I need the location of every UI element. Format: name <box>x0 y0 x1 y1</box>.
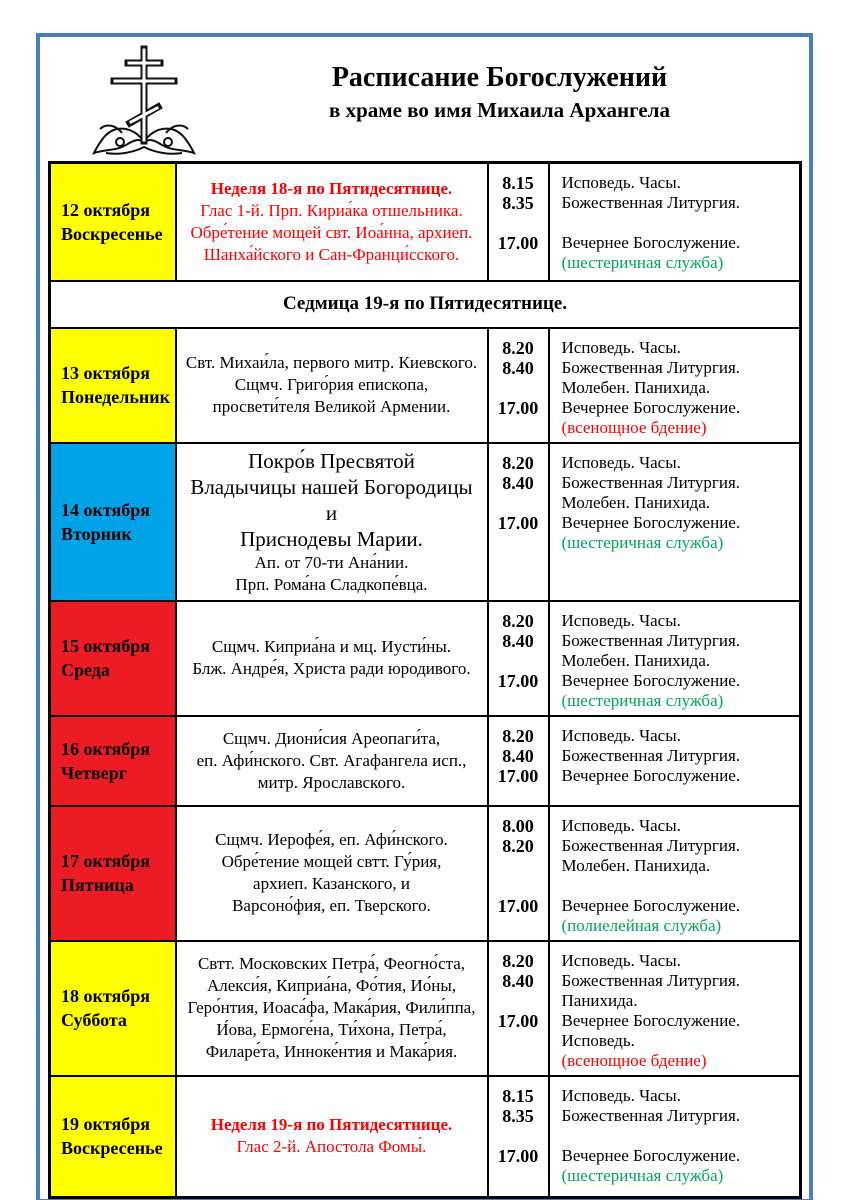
time-cell <box>488 443 549 601</box>
service-name: Молебен. Панихида. <box>561 650 711 670</box>
service-name: Божественная Литургия. <box>561 835 741 855</box>
date-text: 18 октября <box>61 986 150 1006</box>
service-time: 8.35 <box>502 1105 534 1126</box>
time-cell <box>488 716 549 806</box>
service-name: Исповедь. <box>561 1030 635 1050</box>
description-line: Обре́тение мощей свтт. Гу́рия, <box>221 852 442 871</box>
service-time <box>489 378 548 398</box>
service-time: 17.00 <box>497 233 539 253</box>
day-text: Воскресенье <box>61 1138 163 1159</box>
service-time: 8.40 <box>502 472 534 493</box>
date-text: 19 октября <box>61 1114 150 1135</box>
service-time: 8.15 <box>502 1085 534 1106</box>
service-name: Божественная Литургия. <box>561 193 741 212</box>
service-name: Исповедь. Часы. <box>561 1085 681 1105</box>
description-line: Свт. Михаи́ла, первого митр. Киевского. <box>185 353 478 372</box>
service-time: 17.00 <box>497 670 539 691</box>
description-line: Неделя 19-я по Пятидесятнице. <box>210 1115 453 1135</box>
description-cell <box>176 443 488 601</box>
description-line: Алекси́я, Киприа́на, Фо́тия, Ио́ны, <box>206 976 457 995</box>
table-row <box>50 941 801 1076</box>
services-cell <box>549 443 801 601</box>
week-banner-text: Седмица 19-я по Пятидесятнице. <box>50 281 801 328</box>
description-cell <box>176 328 488 443</box>
table-row <box>50 806 801 941</box>
time-cell <box>488 601 549 716</box>
service-time: 8.20 <box>502 725 534 746</box>
date-text: 17 октября <box>61 851 150 871</box>
service-name: Исповедь. Часы. <box>561 452 681 472</box>
service-time: 8.20 <box>502 835 534 856</box>
description-line: просвети́теля Великой Армении. <box>212 397 451 416</box>
service-time: 8.40 <box>502 630 534 651</box>
description-line: Владычицы нашей Богородицы и <box>190 474 473 525</box>
description-line: Покро́в Пресвятой <box>248 448 415 473</box>
service-name: Вечернее Богослужение. <box>561 1010 741 1030</box>
service-note: (шестеричная служба) <box>561 690 724 710</box>
table-row <box>50 163 801 281</box>
service-name: Молебен. Панихида. <box>561 492 711 512</box>
schedule-table <box>48 161 802 1199</box>
table-row <box>50 443 801 601</box>
service-time: 8.35 <box>502 193 534 213</box>
services-cell <box>549 328 801 443</box>
description-line: еп. Афи́нского. Свт. Агафангела исп., <box>196 750 467 770</box>
time-cell <box>488 806 549 941</box>
time-cell <box>488 941 549 1076</box>
service-note: (шестеричная служба) <box>561 1165 724 1185</box>
service-name: Вечернее Богослужение. <box>561 233 741 252</box>
date-cell <box>50 443 176 601</box>
blue-frame <box>36 33 813 1200</box>
service-time: 8.20 <box>502 610 534 631</box>
service-note: (полиелейная служба) <box>561 915 722 935</box>
description-cell <box>176 716 488 806</box>
service-name: Панихида. <box>561 990 638 1010</box>
table-row <box>50 1076 801 1198</box>
description-line: архиеп. Казанского, и <box>253 874 410 893</box>
description-line: митр. Ярославского. <box>257 772 406 792</box>
service-name: Молебен. Панихида. <box>561 855 711 875</box>
description-line: Сщмч. Диони́сия Ареопаги́та, <box>222 728 441 748</box>
service-time: 8.15 <box>502 173 534 193</box>
date-cell <box>50 716 176 806</box>
description-line: Глас 2-й. Апостола Фомы́. <box>236 1137 427 1157</box>
service-name: Молебен. Панихида. <box>561 377 711 397</box>
description-line: Глас 1-й. Прп. Кириа́ка отшельника. <box>200 200 463 220</box>
service-time <box>489 856 548 876</box>
description-line: Свтт. Московских Петра́, Феогно́ста, <box>197 954 466 973</box>
date-text: 14 октября <box>61 499 150 520</box>
service-name: Исповедь. Часы. <box>561 725 681 745</box>
service-time: 8.20 <box>502 950 534 971</box>
service-note: (всенощное бдение) <box>561 1050 707 1070</box>
description-line: Сщмч. Киприа́на и мц. Иусти́ны. <box>211 637 452 656</box>
description-line: Ап. от 70-ти Ана́нии. <box>254 552 409 572</box>
table-row <box>50 716 801 806</box>
service-time: 17.00 <box>497 1145 539 1166</box>
service-name: Божественная Литургия. <box>561 472 741 492</box>
service-time <box>489 651 548 671</box>
service-name: Вечернее Богослужение. <box>561 1145 741 1165</box>
date-text: 16 октября <box>61 738 150 759</box>
description-cell <box>176 1076 488 1198</box>
day-text: Вторник <box>61 523 132 544</box>
service-time: 8.00 <box>502 815 534 836</box>
service-name: Божественная Литургия. <box>561 745 741 765</box>
day-text: Четверг <box>61 762 127 783</box>
service-time: 17.00 <box>497 765 539 786</box>
services-cell <box>549 1076 801 1198</box>
service-name: Вечернее Богослужение. <box>561 765 741 785</box>
service-name: Исповедь. Часы. <box>561 610 681 630</box>
service-name: Исповедь. Часы. <box>561 815 681 835</box>
title-block <box>190 37 809 125</box>
date-text: 12 октября <box>61 199 150 220</box>
service-name: Божественная Литургия. <box>561 1105 741 1125</box>
day-text: Пятница <box>61 875 134 895</box>
description-line: Обре́тение мощей свт. Иоа́нна, архиеп. <box>190 222 473 242</box>
date-text: 13 октября <box>61 363 150 383</box>
service-time: 8.40 <box>502 357 534 378</box>
date-cell <box>50 601 176 716</box>
day-text: Воскресенье <box>61 223 163 244</box>
orthodox-cross-icon <box>86 41 202 163</box>
description-line: Блж. Андре́я, Христа ради юродивого. <box>192 659 471 678</box>
service-time <box>489 213 548 233</box>
week-banner-row <box>50 281 801 328</box>
service-time: 17.00 <box>497 397 539 418</box>
description-cell <box>176 163 488 281</box>
service-time <box>489 876 548 896</box>
description-line: Варсоно́фия, еп. Тверского. <box>232 896 431 915</box>
description-line: Филаре́та, Инноке́нтия и Мака́рия. <box>205 1042 458 1061</box>
time-cell <box>488 1076 549 1198</box>
table-row <box>50 328 801 443</box>
service-time: 8.20 <box>502 452 534 473</box>
service-name: Исповедь. Часы. <box>561 950 681 970</box>
service-time: 8.40 <box>502 970 534 991</box>
day-text: Суббота <box>61 1010 127 1030</box>
description-line: Шанха́йского и Сан-Франци́сского. <box>203 244 460 264</box>
services-cell <box>549 941 801 1076</box>
service-name <box>562 876 796 896</box>
services-cell <box>549 716 801 806</box>
service-time <box>489 1126 548 1146</box>
table-row <box>50 601 801 716</box>
description-line: И́ова, Ермоге́на, Ти́хона, Петра́, <box>216 1020 447 1039</box>
date-text: 15 октября <box>61 636 150 656</box>
service-name <box>562 213 796 233</box>
date-cell <box>50 806 176 941</box>
day-text: Среда <box>61 660 110 680</box>
description-line: Прп. Рома́на Сладкопе́вца. <box>235 574 428 594</box>
date-cell <box>50 163 176 281</box>
service-name: Исповедь. Часы. <box>561 337 681 357</box>
service-note: (шестеричная служба) <box>561 253 724 272</box>
service-name <box>562 1126 796 1146</box>
description-line: Неделя 18-я по Пятидесятнице. <box>210 178 453 198</box>
description-cell <box>176 806 488 941</box>
service-name: Божественная Литургия. <box>561 630 741 650</box>
page-title: Расписание Богослужений <box>331 62 668 93</box>
service-note: (шестеричная служба) <box>561 532 724 552</box>
description-line: Сщмч. Иерофе́я, еп. Афи́нского. <box>215 830 448 849</box>
service-name: Исповедь. Часы. <box>561 173 681 192</box>
service-name: Вечернее Богослужение. <box>561 670 741 690</box>
service-name: Вечернее Богослужение. <box>561 512 741 532</box>
services-cell <box>549 601 801 716</box>
service-name: Божественная Литургия. <box>561 970 741 990</box>
service-name: Вечернее Богослужение. <box>561 895 741 915</box>
description-line: Геро́нтия, Иоаса́фа, Мака́рия, Фили́ппа, <box>187 998 476 1017</box>
service-time <box>489 493 548 513</box>
service-time: 8.40 <box>502 745 534 766</box>
service-note: (всенощное бдение) <box>561 417 707 437</box>
page-subtitle: в храме во имя Михаила Архангела <box>329 98 670 122</box>
date-cell <box>50 1076 176 1198</box>
service-name: Божественная Литургия. <box>561 357 741 377</box>
description-cell <box>176 941 488 1076</box>
service-time: 17.00 <box>497 512 539 533</box>
header <box>40 37 809 161</box>
service-time: 8.20 <box>502 337 534 358</box>
service-time: 17.00 <box>497 895 539 916</box>
day-text: Понедельник <box>61 387 170 407</box>
description-line: Приснодевы Марии. <box>240 526 423 551</box>
description-line: Сщмч. Григо́рия епископа, <box>234 375 429 394</box>
service-time <box>489 991 548 1011</box>
service-time: 17.00 <box>497 1010 539 1031</box>
time-cell <box>488 328 549 443</box>
date-cell <box>50 941 176 1076</box>
service-name: Вечернее Богослужение. <box>561 397 741 417</box>
time-cell <box>488 163 549 281</box>
description-cell <box>176 601 488 716</box>
services-cell <box>549 163 801 281</box>
date-cell <box>50 328 176 443</box>
services-cell <box>549 806 801 941</box>
